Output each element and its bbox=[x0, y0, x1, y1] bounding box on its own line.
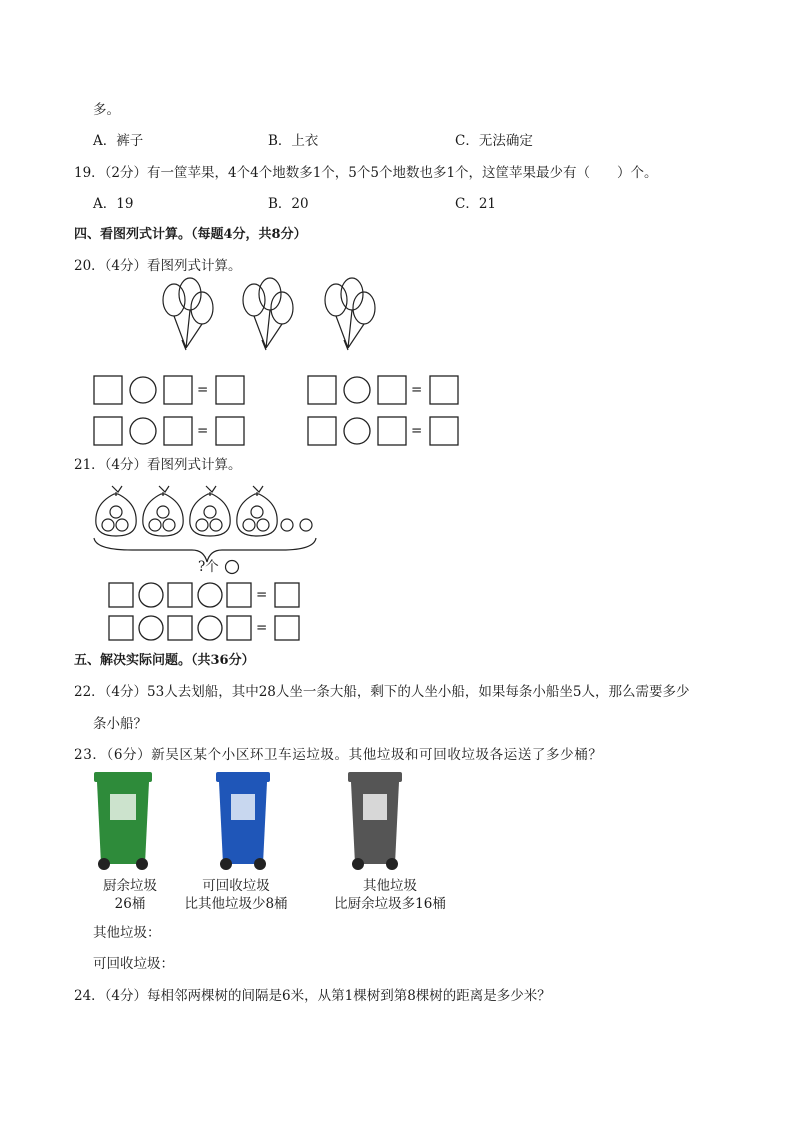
balloon-bunch-icon bbox=[163, 278, 213, 350]
bin-label-kitchen: 厨余垃圾 bbox=[103, 878, 157, 894]
loose-circle-icon bbox=[281, 519, 293, 531]
bin-desc-kitchen: 26桶 bbox=[114, 896, 146, 912]
blue-bin-icon bbox=[214, 772, 272, 872]
q18-option-b[interactable]: B．上衣 bbox=[268, 133, 319, 149]
q19-stem: 19．（2分）有一筐苹果，4个4个地数多1个，5个5个地数也多1个，这筐苹果最少有（ ）个。 bbox=[74, 165, 658, 181]
q23-answer-other: 其他垃圾： bbox=[93, 925, 161, 941]
bin-desc-other: 比厨余垃圾多16桶 bbox=[334, 896, 446, 912]
money-bag-icon bbox=[96, 486, 136, 536]
section5-heading: 五、解决实际问题。（共36分） bbox=[74, 653, 255, 668]
loose-circle-icon bbox=[300, 519, 312, 531]
green-bin-icon bbox=[92, 772, 154, 872]
q19-option-c[interactable]: C．21 bbox=[455, 196, 497, 212]
q23-answer-recyclable: 可回收垃圾： bbox=[93, 956, 174, 972]
equals-sign: = bbox=[411, 423, 423, 439]
bin-label-recyclable: 可回收垃圾 bbox=[202, 878, 270, 894]
q22-stem-line1: 22．（4分）53人去划船，其中28人坐一条大船，剩下的人坐小船，如果每条小船坐5人，那么需要多少 bbox=[74, 684, 690, 700]
equals-sign: = bbox=[411, 382, 423, 398]
bin-label-other: 其他垃圾 bbox=[363, 878, 417, 894]
q22-stem-line2: 条小船？ bbox=[93, 716, 147, 732]
q21-stem: 21．（4分）看图列式计算。 bbox=[74, 457, 242, 473]
section4-heading: 四、看图列式计算。（每题4分，共8分） bbox=[74, 227, 307, 242]
q19-option-b[interactable]: B．20 bbox=[268, 196, 309, 212]
q21-caption: ?个 bbox=[198, 559, 219, 575]
money-bag-icon bbox=[237, 486, 277, 536]
bin-desc-recyclable: 比其他垃圾少8桶 bbox=[184, 896, 288, 912]
q18-option-c[interactable]: C．无法确定 bbox=[455, 133, 533, 149]
q18-option-a[interactable]: A．裤子 bbox=[93, 133, 144, 149]
q24-stem: 24．（4分）每相邻两棵树的间隔是6米，从第1棵树到第8棵树的距离是多少米？ bbox=[74, 988, 551, 1004]
money-bag-icon bbox=[190, 486, 230, 536]
balloon-group-illustration bbox=[160, 278, 400, 358]
equals-sign: = bbox=[197, 382, 209, 398]
balloon-bunch-icon bbox=[243, 278, 293, 350]
q18-tail: 多。 bbox=[93, 102, 120, 118]
gray-bin-icon bbox=[346, 772, 404, 872]
q20-equation-blanks[interactable] bbox=[93, 375, 463, 447]
q19-option-a[interactable]: A．19 bbox=[93, 196, 134, 212]
q23-stem: 23．（6分）新吴区某个小区环卫车运垃圾。其他垃圾和可回收垃圾各运送了多少桶？ bbox=[74, 747, 603, 763]
q21-equation-blanks[interactable] bbox=[108, 582, 303, 642]
money-bag-icon bbox=[143, 486, 183, 536]
equals-sign: = bbox=[197, 423, 209, 439]
circle-icon bbox=[224, 559, 240, 575]
equals-sign: = bbox=[256, 620, 268, 636]
equals-sign: = bbox=[256, 587, 268, 603]
balloon-bunch-icon bbox=[325, 278, 375, 350]
q20-stem: 20．（4分）看图列式计算。 bbox=[74, 258, 242, 274]
